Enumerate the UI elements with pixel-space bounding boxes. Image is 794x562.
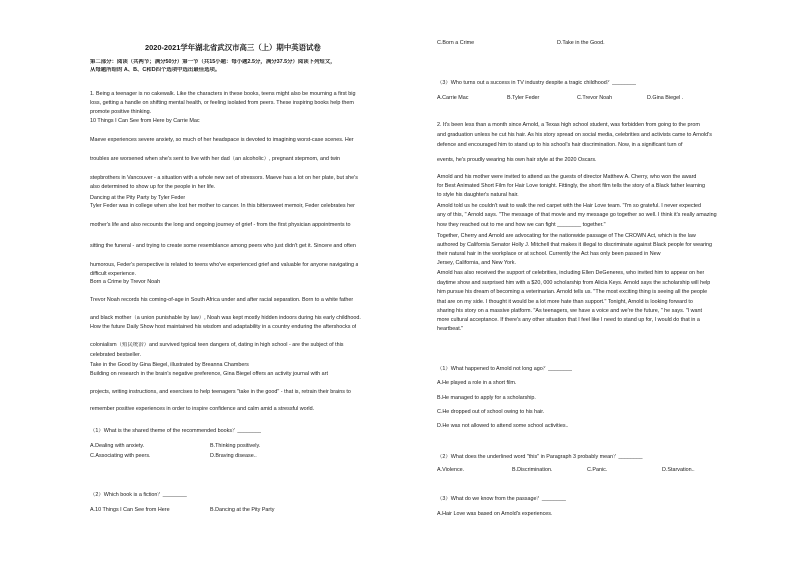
option-b[interactable]: B.Dancing at the Pity Party <box>210 507 275 513</box>
book-heading: 10 Things I Can See from Here by Carrie Mac <box>90 118 200 124</box>
passage-line: daytime show and surprised him with a $20, 000 scholarship from Alicia Keys. Arnold says the scholarship will help <box>437 280 711 286</box>
book-heading: Dancing at the Pity Party by Tyler Feder <box>90 195 186 201</box>
passage-line: colonialism（殖民统治）and survived typical teen dangers of, dating in high school - are the subject of this <box>90 342 344 348</box>
question-stem: （3）Who turns out a success in TV industry despite a tragic childhood？________ <box>437 80 637 86</box>
option-c[interactable]: C.He dropped out of school owing to his hair. <box>437 409 545 415</box>
passage-line: Trevor Noah records his coming-of-age in South Africa under and after racial separation. Born to a white father <box>90 297 354 303</box>
option-c[interactable]: C.Born a Crime <box>437 40 475 46</box>
passage-line: how they reached out to me and how we can fight ________ together." <box>437 222 606 228</box>
book-heading: Take in the Good by Gina Biegel, illustrated by Breanna Chambers <box>90 362 249 368</box>
question-stem: （3）What do we know from the passage？________ <box>437 496 566 502</box>
passage-line: Together, Cherry and Arnold are advocating for the nationwide passage of The CROWN Act, which is the law <box>437 233 696 239</box>
passage-line: any of this, " Arnold says. "The message of that movie and my message go together so well. I think it's really amazing <box>437 212 717 218</box>
option-d[interactable]: D.Take in the Good. <box>557 40 605 46</box>
passage-line: to style his daughter's natural hair. <box>437 192 519 198</box>
option-d[interactable]: D.He was not allowed to attend some school activities.. <box>437 423 569 429</box>
passage-line: defence and encouraged him to stand up to his school's hair discrimination. Now, in a significant turn of <box>437 142 683 148</box>
option-c[interactable]: C.Associating with peers. <box>90 453 151 459</box>
passage-line: also determined to show up for the people in her life. <box>90 184 216 190</box>
passage-line: humorous, Feder's perspective is related to teens who've experienced grief and valuable for anyone navigating a <box>90 262 359 268</box>
option-d[interactable]: D.Gina Biegel . <box>647 95 684 101</box>
section-header-line-1: 第二部分：阅读（共两节；满分50分）第一节（共15小题：每小题2.5分，满分37.5分）阅读下列短文， <box>90 59 336 65</box>
passage-line: celebrated bestseller. <box>90 352 141 358</box>
option-a[interactable]: A.Violence. <box>437 467 465 473</box>
option-a[interactable]: A.Dealing with anxiety. <box>90 443 145 449</box>
option-b[interactable]: B.Thinking positively. <box>210 443 261 449</box>
question-stem: （2）Which book is a fiction？________ <box>90 492 187 498</box>
passage-line: for Best Animated Short Film for Hair Love tonight. Fittingly, the short film tells the story of a Black father learning <box>437 183 706 189</box>
passage-line: loss, getting a handle on shifting mental health, or feeling isolated from peers. These inspiring books help them <box>90 100 354 106</box>
passage-line: promote positive thinking. <box>90 109 152 115</box>
question-stem: （1）What happened to Arnold not long ago？________ <box>437 366 573 372</box>
option-b[interactable]: B.Tyler Feder <box>507 95 540 101</box>
passage-line: mother's life and also recounts the long and ongoing journey of grief - from the first physician appointments to <box>90 222 351 228</box>
passage-line: authored by California Senator Holly J. Mitchell that makes it illegal to discriminate against Black people for wearing <box>437 242 713 248</box>
passage-line: Arnold has also received the support of celebrities, including Ellen DeGeneres, who invited him to appear on her <box>437 270 705 276</box>
passage-line: more cultural acceptance. If there's any other situation that I feel like I need to stand up for, I would do that in a <box>437 317 700 323</box>
passage-line: remember positive experiences in order to inspire confidence and calm amid a stressful world. <box>90 406 315 412</box>
option-a[interactable]: A.10 Things I Can See from Here <box>90 507 170 513</box>
passage-line: and graduation unless he cut his hair. As his story spread on social media, celebrities and activists came to Arnold's <box>437 132 712 138</box>
option-a[interactable]: A.Carrie Mac <box>437 95 469 101</box>
option-c[interactable]: C.Panic. <box>587 467 608 473</box>
passage-line: projects, writing instructions, and exercises to help teenagers "take in the good" - that is, retrain their brains to <box>90 389 351 395</box>
option-c[interactable]: C.Trevor Noah <box>577 95 613 101</box>
passage-line: troubles are worsened when she's sent to live with her dad（an alcoholic）, pregnant stepmom, and twin <box>90 156 341 162</box>
page-title: 2020-2021学年湖北省武汉市高三（上）期中英语试卷 <box>145 43 321 52</box>
passage-line: Arnold and his mother were invited to attend as the guests of director Matthew A. Cherry, who won the award <box>437 174 697 180</box>
option-b[interactable]: B.Discrimination. <box>512 467 553 473</box>
question-stem: （1）What is the shared theme of the recommended books？________ <box>90 428 262 434</box>
passage-line: Building on research in the brain's negative preference, Gina Biegel offers an activity journal with art <box>90 371 328 377</box>
passage-line: difficult experience. <box>90 271 137 277</box>
passage-line: stepbrothers in Vancouver - a situation with a whole new set of stressors. Maeve has a lot on her plate, but she's <box>90 175 358 181</box>
passage-line: Arnold told us he couldn't wait to walk the red carpet with the Hair Love team. "I'm so grateful. I never expected <box>437 203 702 209</box>
passage-line: events, he's proudly wearing his own hair style at the 2020 Oscars. <box>437 157 597 163</box>
option-b[interactable]: B.He managed to apply for a scholarship. <box>437 395 536 401</box>
passage-line: Tyler Feder was in college when she lost her mother to cancer. In this bittersweet memoir, Feder celebrates her <box>90 203 355 209</box>
passage-line: and black mother（a union punishable by law）, Noah was kept mostly hidden indoors during his early childhood. <box>90 315 361 321</box>
passage-line: their natural hair in the workplace or at school. Currently the Act has only been passed in New <box>437 251 661 257</box>
passage-line: Jersey, California, and New York. <box>437 260 516 266</box>
passage-line: sharing his story on a massive platform. "As teenagers, we have a voice and we're the future, " he says. "I want <box>437 308 703 314</box>
book-heading: Born a Crime by Trevor Noah <box>90 279 161 285</box>
option-a[interactable]: A.Hair Love was based on Arnold's experiences. <box>437 511 553 517</box>
question-2-continued <box>437 40 677 47</box>
passage-line: him pursue his dream of becoming a veterinarian. Arnold tells us. "The most exciting thing is seeing all the people <box>437 289 708 295</box>
passage-line: heartbeat." <box>437 326 464 332</box>
passage-line: Maeve experiences severe anxiety, so much of her headspace is devoted to imagining worst-case scenes. Her <box>90 137 354 143</box>
passage-line: How the future Daily Show host maintained his wisdom and adaptability in a country enduring the aftershocks of <box>90 324 357 330</box>
passage-line: 1. Being a teenager is no cakewalk. Like the characters in these books, teens might also be mourning a first big <box>90 91 356 97</box>
passage-line: sitting the funeral - and trying to create some resemblance among peers who just didn't get it. Sincere and often <box>90 243 356 249</box>
passage-line: that are on my side. I thought it would be a lot more hate than support." Tonight, Arnold is looking forward to <box>437 299 693 305</box>
option-d[interactable]: D.Starvation.. <box>662 467 695 473</box>
section-header-line-2: 从每题所给的 A、B、C和D四个选项中选出最佳选项。 <box>90 67 221 73</box>
option-a[interactable]: A.He played a role in a short film. <box>437 380 517 386</box>
option-d[interactable]: D.Braving disease.. <box>210 453 257 459</box>
question-stem: （2）What does the underlined word "this" in Paragraph 3 probably mean？________ <box>437 454 643 460</box>
passage-line: 2. It's been less than a month since Arnold, a Texas high school student, was forbidden from going to the prom <box>437 122 700 128</box>
